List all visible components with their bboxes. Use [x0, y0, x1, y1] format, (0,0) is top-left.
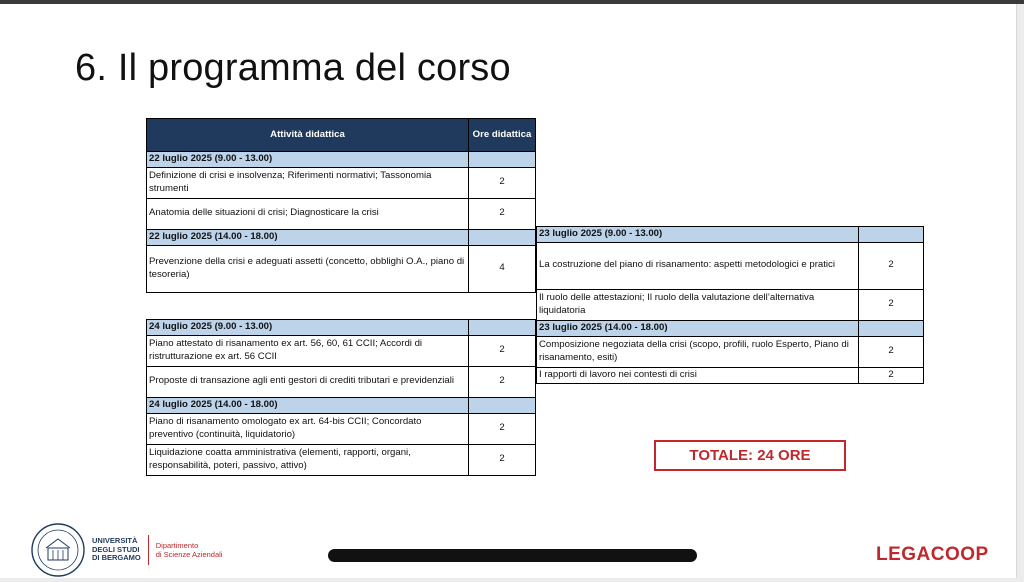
university-seal-icon	[30, 522, 86, 578]
home-indicator-bar[interactable]	[328, 549, 697, 562]
schedule-table-left-bottom	[146, 319, 536, 476]
table-row	[537, 242, 924, 289]
footer-divider	[148, 535, 149, 565]
department-name: Dipartimento di Scienze Aziendali	[155, 540, 223, 559]
hours-cell: 2	[859, 336, 924, 367]
table-row	[147, 245, 536, 292]
hours-cell: 4	[469, 245, 536, 292]
session-date: 24 luglio 2025 (9.00 - 13.00)	[147, 320, 469, 336]
table-row	[537, 289, 924, 320]
slide	[0, 4, 1017, 578]
hours-cell: 2	[859, 289, 924, 320]
schedule-table-left	[146, 118, 536, 293]
activity-cell: Definizione di crisi e insolvenza; Riferimenti normativi; Tassonomia strumenti	[147, 167, 469, 198]
activity-cell: Prevenzione della crisi e adeguati assetti (concetto, obblighi O.A., piano di tesoreria)	[147, 245, 469, 292]
hours-cell: 2	[469, 413, 536, 444]
schedule-table-right	[536, 226, 924, 384]
university-name: UNIVERSITÀ DEGLI STUDI DI BERGAMO	[92, 536, 141, 563]
date-row	[537, 320, 924, 336]
total-hours-badge: TOTALE: 24 ORE	[654, 440, 846, 471]
activity-cell: Composizione negoziata della crisi (scopo, profili, ruolo Esperto, Piano di risanamento, esiti)	[537, 336, 859, 367]
table-row	[537, 336, 924, 367]
date-row	[537, 227, 924, 243]
table-header-row	[147, 119, 536, 152]
activity-cell: Liquidazione coatta amministrativa (elementi, rapporti, organi, responsabilità, poteri, passivo, attivo)	[147, 444, 469, 475]
hours-cell: 2	[469, 198, 536, 229]
hours-cell: 2	[469, 444, 536, 475]
session-date: 22 luglio 2025 (9.00 - 13.00)	[147, 152, 469, 168]
table-row	[537, 367, 924, 383]
activity-column-header: Attività didattica	[147, 119, 469, 152]
hours-column-header: Ore didattica	[469, 119, 536, 152]
slide-title: 6. Il programma del corso	[75, 47, 511, 89]
activity-cell: Piano di risanamento omologato ex art. 64-bis CCII; Concordato preventivo (continuità, liquidatorio)	[147, 413, 469, 444]
hours-cell: 2	[859, 242, 924, 289]
university-footer	[30, 522, 222, 578]
table-row	[147, 198, 536, 229]
table-row	[147, 167, 536, 198]
hours-cell: 2	[859, 367, 924, 383]
activity-cell: La costruzione del piano di risanamento: aspetti metodologici e pratici	[537, 242, 859, 289]
table-row	[147, 335, 536, 366]
table-row	[147, 444, 536, 475]
session-date: 23 luglio 2025 (9.00 - 13.00)	[537, 227, 859, 243]
session-date: 23 luglio 2025 (14.00 - 18.00)	[537, 320, 859, 336]
activity-cell: Piano attestato di risanamento ex art. 56, 60, 61 CCII; Accordi di ristrutturazione ex art. 56 CCII	[147, 335, 469, 366]
date-row	[147, 397, 536, 413]
activity-cell: Anatomia delle situazioni di crisi; Diagnosticare la crisi	[147, 198, 469, 229]
date-row	[147, 320, 536, 336]
session-date: 24 luglio 2025 (14.00 - 18.00)	[147, 397, 469, 413]
activity-cell: I rapporti di lavoro nei contesti di crisi	[537, 367, 859, 383]
hours-cell: 2	[469, 167, 536, 198]
date-row	[147, 152, 536, 168]
date-row	[147, 229, 536, 245]
activity-cell: Il ruolo delle attestazioni; Il ruolo della valutazione dell’alternativa liquidatoria	[537, 289, 859, 320]
hours-cell: 2	[469, 335, 536, 366]
session-date: 22 luglio 2025 (14.00 - 18.00)	[147, 229, 469, 245]
table-row	[147, 413, 536, 444]
hours-cell: 2	[469, 366, 536, 397]
activity-cell: Proposte di transazione agli enti gestori di crediti tributari e previdenziali	[147, 366, 469, 397]
legacoop-logo: LEGACOOP	[876, 544, 989, 565]
table-row	[147, 366, 536, 397]
